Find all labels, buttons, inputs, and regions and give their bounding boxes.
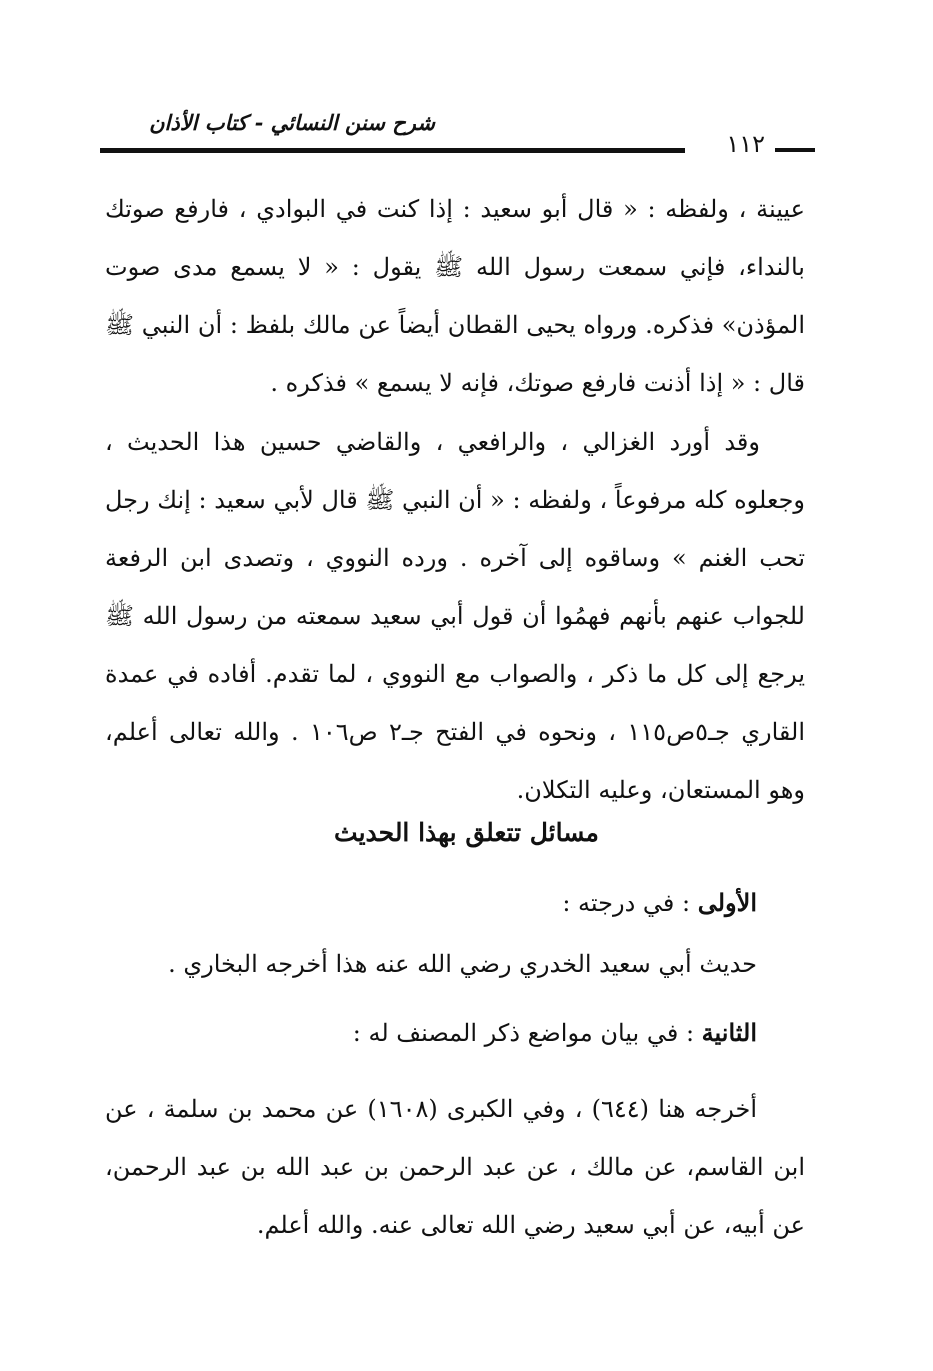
issue-one-label: الأولى <box>697 888 757 917</box>
issue-two-title: : في بيان مواضع ذكر المصنف له : <box>352 1019 695 1047</box>
issue-two-body: أخرجه هنا (٦٤٤) ، وفي الكبرى (١٦٠٨) عن محمد بن سلمة ، عن ابن القاسم، عن مالك ، عن عبد الرحمن بن عبد الله بن عبد الرحمن، عن أبيه، عن أبي سعيد رضي الله تعالى عنه. والله أعلم. <box>105 1095 805 1239</box>
issue-two-label: الثانية <box>701 1018 757 1047</box>
header-rule <box>100 148 685 153</box>
page-number: ١١٢ <box>726 130 765 158</box>
page-header <box>100 100 815 160</box>
issue-two-heading <box>353 1018 757 1047</box>
paragraph-2: وقد أورد الغزالي ، والرافعي ، والقاضي حسين هذا الحديث ، وجعلوه كله مرفوعاً ، ولفظه : « أن النبي ﷺ قال لأبي سعيد : إنك رجل تحب الغنم » وساقوه إلى آخره . ورده النووي ، وتصدى ابن الرفعة للجواب عنهم بأنهم فهمُوا أن قول أبي سعيد سمعته من رسول الله ﷺ يرجع إلى كل ما ذكر ، والصواب مع النووي ، لما تقدم. أفاده في عمدة القاري جـ٥ص١١٥ ، ونحوه في الفتح جـ٢ ص١٠٦ . والله تعالى أعلم، وهو المستعان، وعليه التكلان. <box>105 428 805 804</box>
section-heading: مسائل تتعلق بهذا الحديث <box>334 818 599 847</box>
issue-one-heading <box>562 888 757 917</box>
issue-one-body: حديث أبي سعيد الخدري رضي الله عنه هذا أخرجه البخاري . <box>168 950 757 978</box>
page-number-dash <box>775 148 815 152</box>
issue-one-title: : في درجته : <box>562 889 691 917</box>
paragraph-1: عيينة ، ولفظه : « قال أبو سعيد : إذا كنت في البوادي ، فارفع صوتك بالنداء، فإني سمعت رسول الله ﷺ يقول : « لا يسمع مدى صوت المؤذن» فذكره. ورواه يحيى القطان أيضاً عن مالك بلفظ : أن النبي ﷺ قال : « إذا أذنت فارفع صوتك، فإنه لا يسمع » فذكره . <box>105 195 805 397</box>
running-title: شرح سنن النسائي - كتاب الأذان <box>149 110 435 135</box>
